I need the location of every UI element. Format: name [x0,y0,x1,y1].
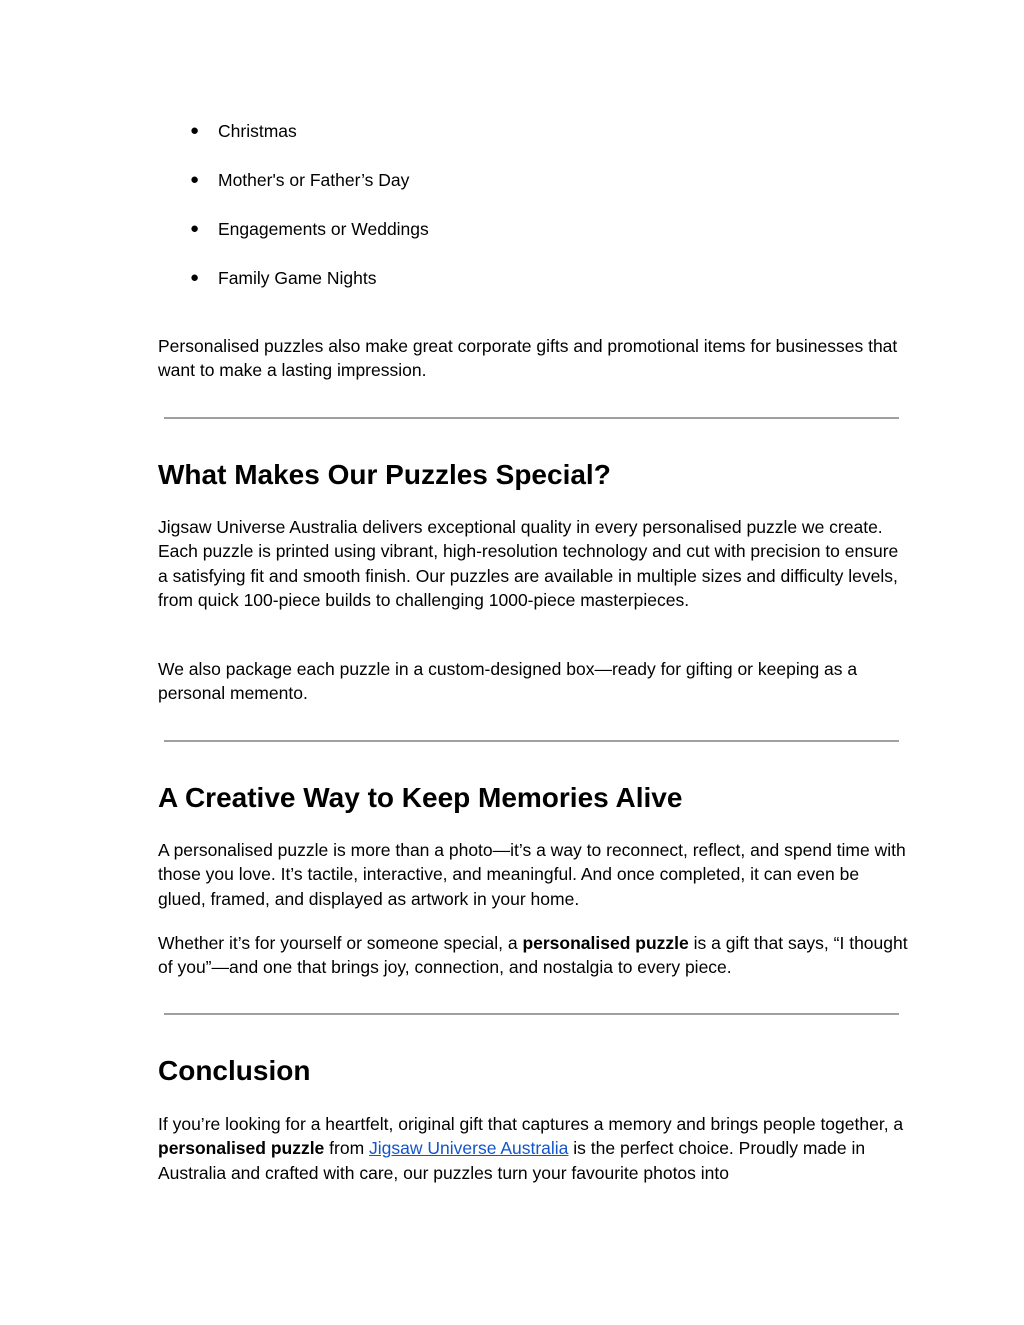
conclusion-text-after: is the perfect choice. Proudly made in Australia and crafted with care, our puzzles turn your favourite photos into [158,1138,866,1183]
occasions-list [158,118,858,314]
horizontal-divider [164,417,899,419]
list-item [158,118,858,167]
bullet-icon: ● [190,171,200,188]
memories-text-before: Whether it’s for yourself or someone special, a [158,933,523,953]
list-item [158,167,858,216]
conclusion-text-middle: from [324,1138,370,1159]
list-item [158,216,858,265]
memories-paragraph-2 [158,931,908,980]
section-heading-memories: A Creative Way to Keep Memories Alive [158,782,683,813]
horizontal-divider [164,740,899,742]
bullet-icon: ● [190,220,200,237]
memories-bold-keyword: personalised puzzle [522,933,689,953]
conclusion-bold-keyword: personalised puzzle [158,1138,325,1159]
memories-paragraph-1: A personalised puzzle is more than a photo—it’s a way to reconnect, reflect, and spend time with those you love. It’s tactile, interactive, and meaningful. And once completed, it can even be glued, framed, and displayed as artwork in your home. [158,840,906,909]
horizontal-divider [164,1013,899,1015]
jigsaw-universe-link[interactable]: Jigsaw Universe Australia [369,1138,569,1159]
bullet-icon: ● [190,269,200,286]
memories-text-after: is a gift that says, “I thought of you”—and one that brings joy, connection, and nostalgia to every piece. [158,933,908,978]
list-item-text: Family Game Nights [218,268,377,288]
list-item-text: Christmas [218,121,297,141]
section-heading-conclusion: Conclusion [158,1055,311,1086]
bullet-icon: ● [190,122,200,139]
list-item [158,265,858,314]
list-item-text: Mother's or Father’s Day [218,170,410,190]
conclusion-text-before: If you’re looking for a heartfelt, original gift that captures a memory and brings people together, a [158,1114,904,1134]
special-paragraph-1: Jigsaw Universe Australia delivers exceptional quality in every personalised puzzle we create. Each puzzle is printed using vibrant, high-resolution technology and cut with precision to ensure a satisfying fit and smooth finish. Our puzzles are available in multiple sizes and difficulty levels, from quick 100-piece builds to challenging 1000-piece masterpieces. [158,517,899,611]
intro-paragraph: Personalised puzzles also make great corporate gifts and promotional items for businesses that want to make a lasting impression. [158,336,898,381]
special-paragraph-2: We also package each puzzle in a custom-designed box—ready for gifting or keeping as a personal memento. [158,659,858,704]
list-item-text: Engagements or Weddings [218,219,429,239]
conclusion-paragraph [158,1112,908,1185]
section-heading-special: What Makes Our Puzzles Special? [158,459,611,490]
